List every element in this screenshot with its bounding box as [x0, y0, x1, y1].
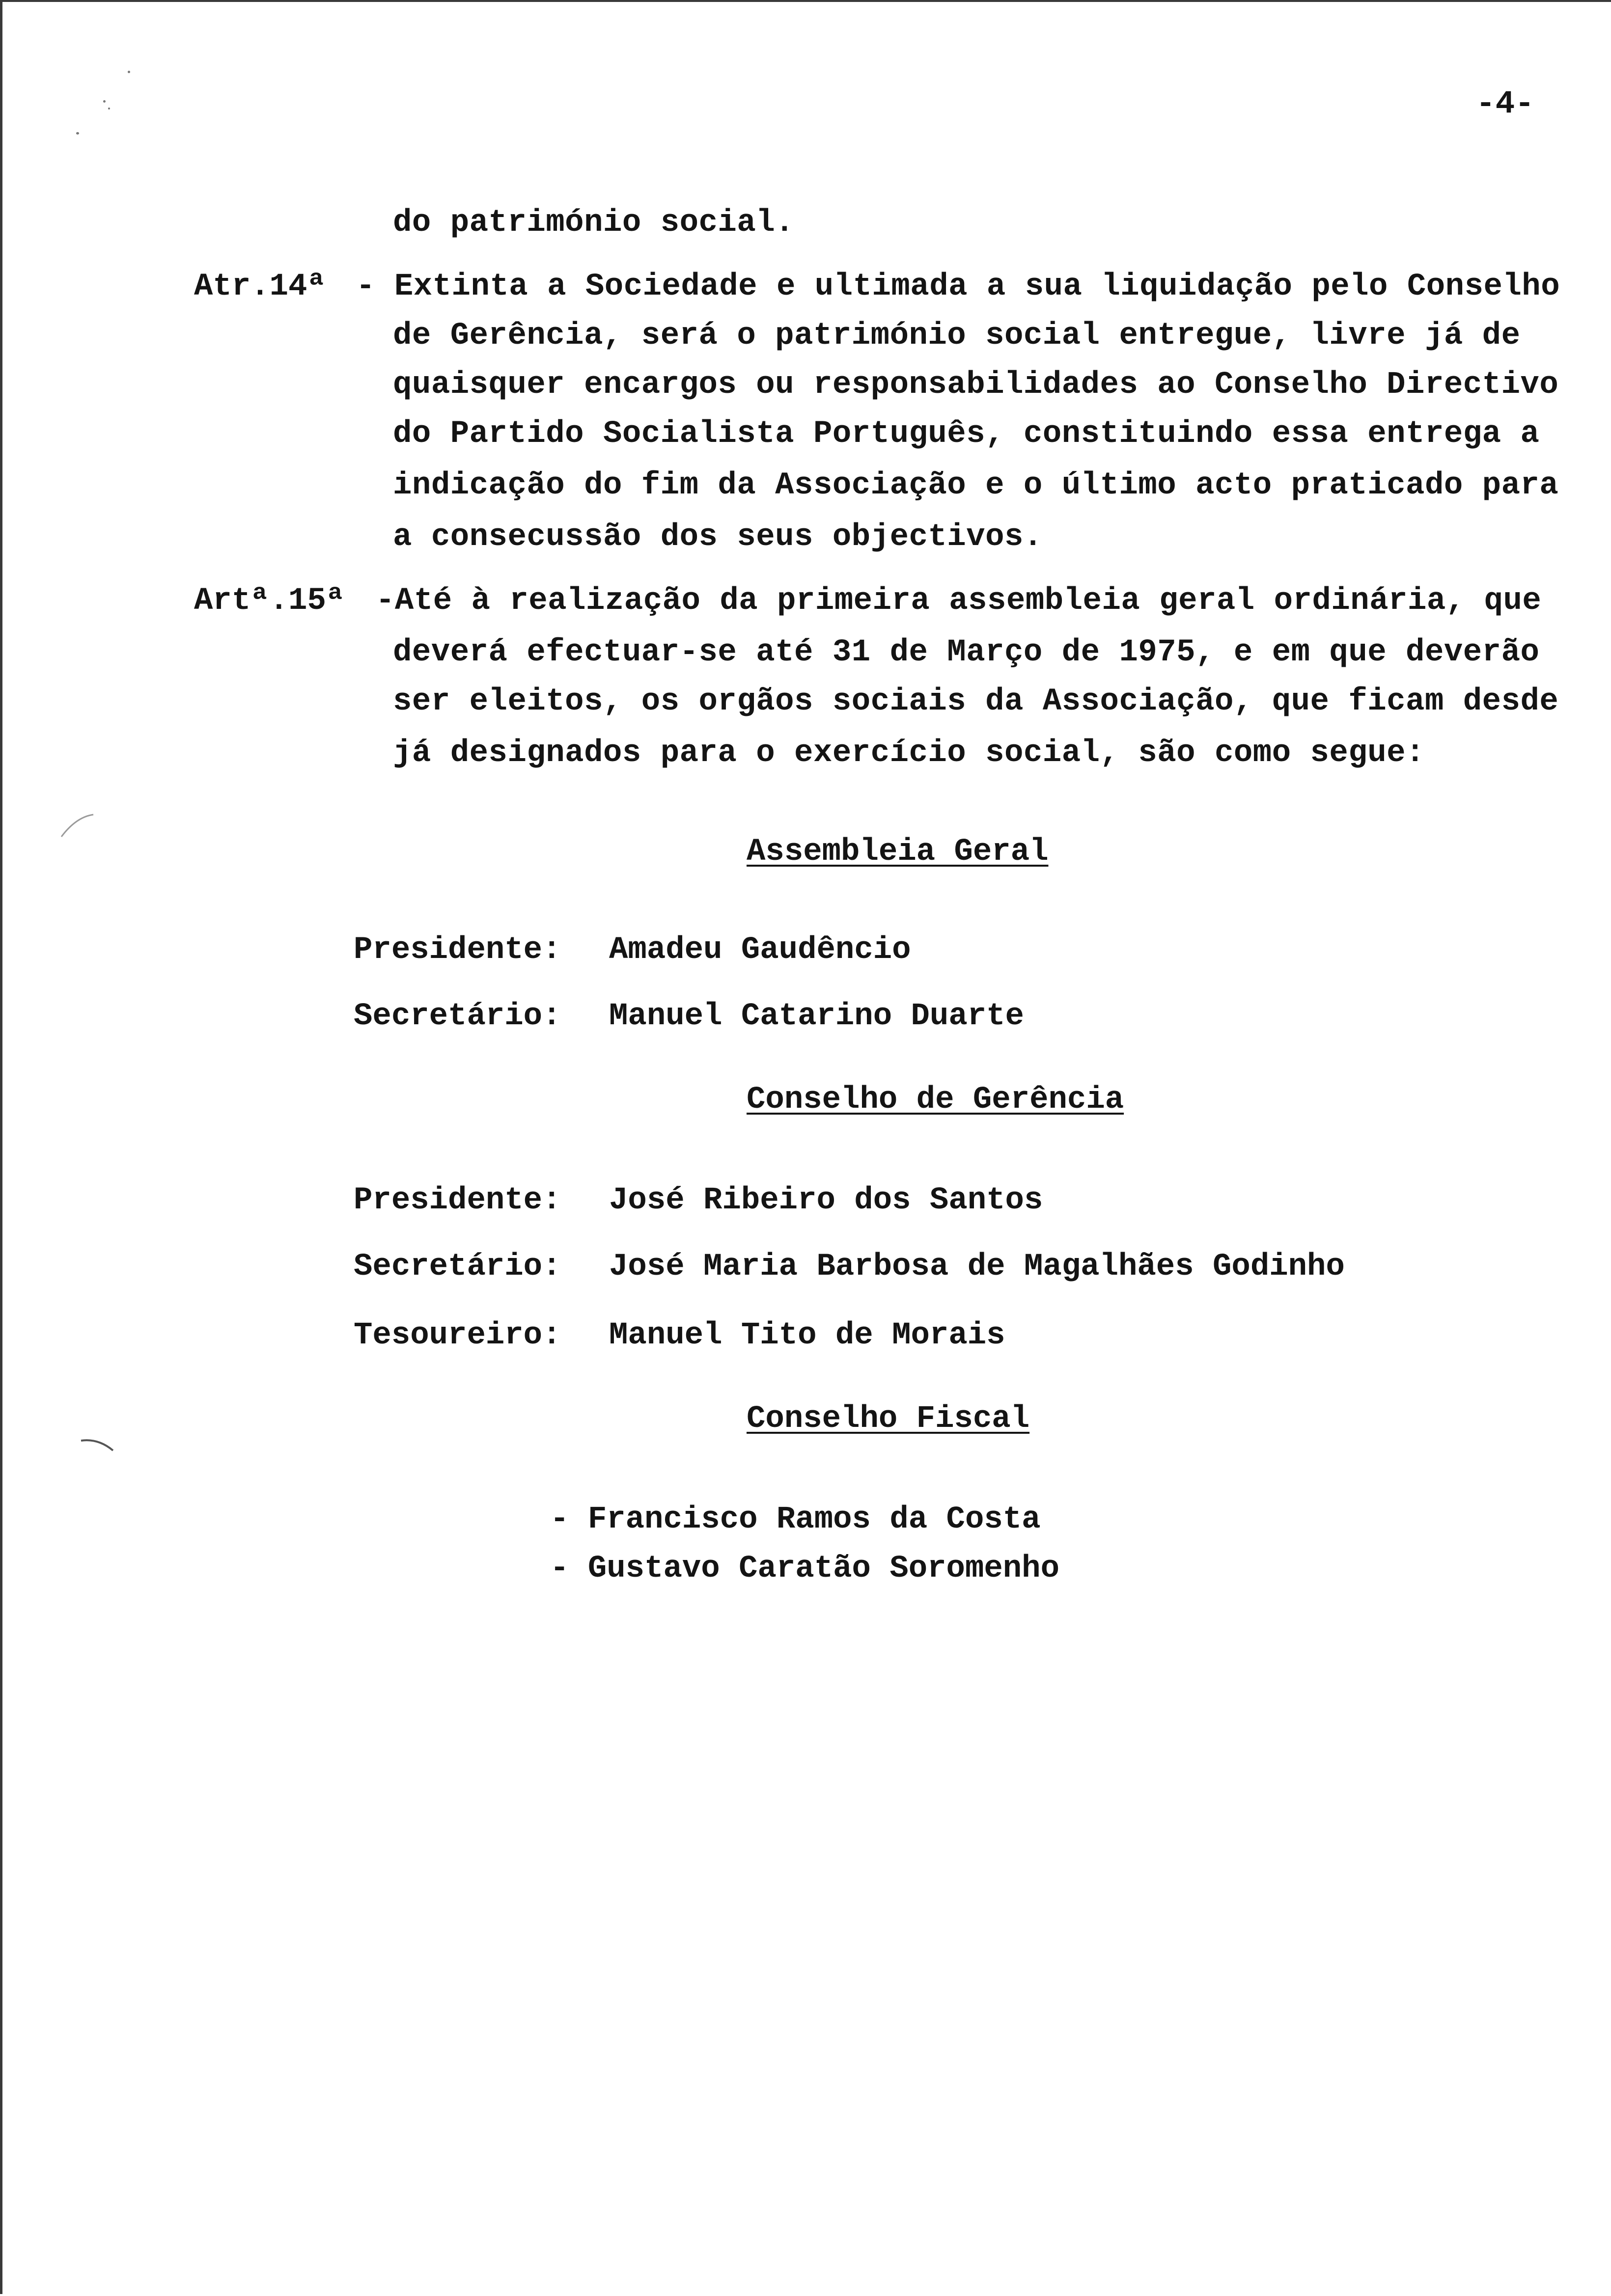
article-14-line-5: indicação do fim da Associação e o último acto praticado para [393, 468, 1559, 503]
article-15-line-2: deverá efectuar-se até 31 de Março de 1975, e em que deverão [393, 635, 1540, 670]
scan-mark [81, 1440, 113, 1450]
ag-name-1: Amadeu Gaudêncio [609, 932, 911, 968]
assembleia-geral-heading: Assembleia Geral [747, 834, 1049, 870]
scan-marks [2, 2, 1611, 2296]
cf-member-1: - Francisco Ramos da Costa [550, 1502, 1041, 1537]
cg-role-3: Tesoureiro: [354, 1318, 561, 1353]
ag-role-2: Secretário: [354, 999, 561, 1034]
article-14-line-3: quaisquer encargos ou responsabilidades ao Conselho Directivo [393, 367, 1559, 403]
article-14-line-6: a consecussão dos seus objectivos. [393, 519, 1043, 555]
cg-name-3: Manuel Tito de Morais [609, 1318, 1005, 1353]
article-14-line-2: de Gerência, será o património social entregue, livre já de [393, 318, 1521, 354]
page-number: -4- [1476, 85, 1534, 122]
scan-mark [61, 815, 93, 837]
cf-member-2: - Gustavo Caratão Soromenho [550, 1551, 1059, 1586]
article-14-label: Atr.14ª [194, 269, 326, 304]
article-15-line-4: já designados para o exercício social, são como segue: [393, 736, 1425, 771]
continuation-line: do património social. [393, 205, 795, 241]
article-15-line-3: ser eleitos, os orgãos sociais da Associação, que ficam desde [393, 684, 1559, 719]
ag-role-1: Presidente: [354, 932, 561, 968]
article-15-label: Artª.15ª [194, 583, 345, 619]
cg-name-2: José Maria Barbosa de Magalhães Godinho [609, 1249, 1345, 1285]
conselho-gerencia-heading: Conselho de Gerência [747, 1082, 1124, 1118]
conselho-fiscal-heading: Conselho Fiscal [747, 1401, 1030, 1437]
article-15-line-1: -Até à realização da primeira assembleia geral ordinária, que [376, 583, 1542, 619]
article-14-line-4: do Partido Socialista Português, constituindo essa entrega a [393, 416, 1540, 452]
cg-name-1: José Ribeiro dos Santos [609, 1183, 1043, 1218]
cg-role-1: Presidente: [354, 1183, 561, 1218]
ag-name-2: Manuel Catarino Duarte [609, 999, 1024, 1034]
cg-role-2: Secretário: [354, 1249, 561, 1285]
article-14-line-1: - Extinta a Sociedade e ultimada a sua liquidação pelo Conselho [356, 269, 1560, 304]
